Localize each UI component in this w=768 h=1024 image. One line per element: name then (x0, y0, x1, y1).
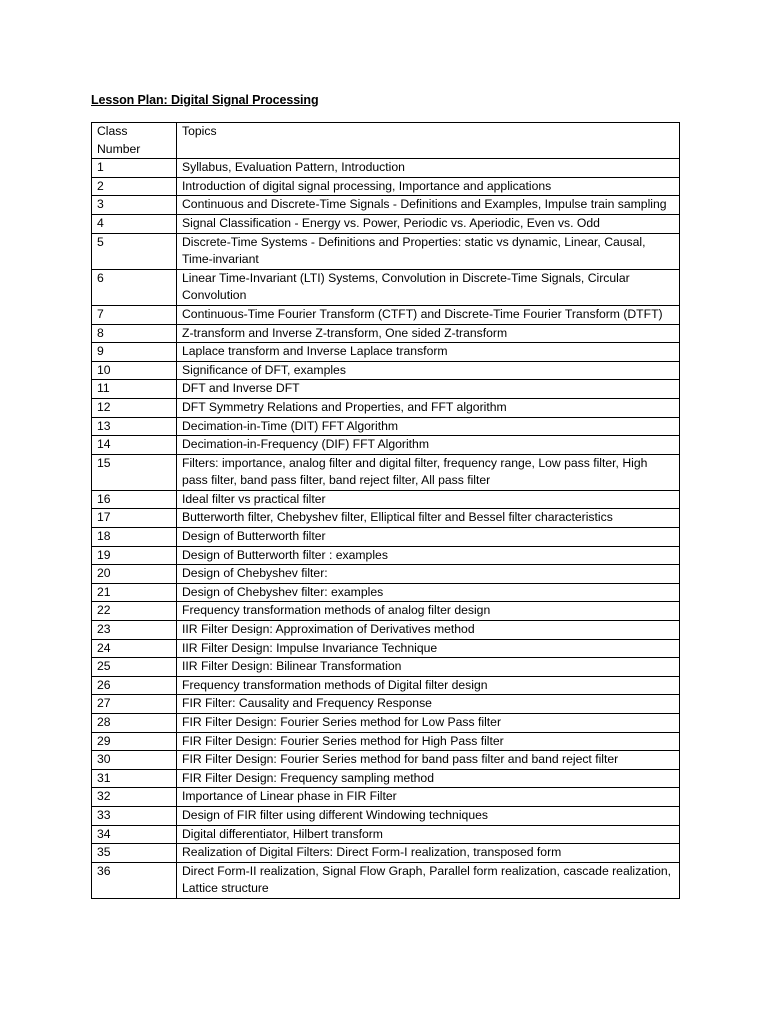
topic-cell: Digital differentiator, Hilbert transform (177, 825, 680, 844)
class-number-cell: 16 (92, 490, 177, 509)
table-row (92, 788, 680, 807)
table-row (92, 862, 680, 898)
topic-cell: Laplace transform and Inverse Laplace transform (177, 343, 680, 362)
table-row (92, 159, 680, 178)
class-number-cell: 17 (92, 509, 177, 528)
table-row (92, 621, 680, 640)
topic-cell: IIR Filter Design: Approximation of Derivatives method (177, 621, 680, 640)
table-row (92, 695, 680, 714)
class-number-cell: 7 (92, 305, 177, 324)
topic-cell: DFT and Inverse DFT (177, 380, 680, 399)
table-row (92, 454, 680, 490)
class-number-cell: 9 (92, 343, 177, 362)
class-number-cell: 3 (92, 196, 177, 215)
class-number-cell: 22 (92, 602, 177, 621)
topic-cell: Design of Butterworth filter : examples (177, 546, 680, 565)
class-number-cell: 26 (92, 676, 177, 695)
class-number-cell: 12 (92, 398, 177, 417)
class-number-cell: 2 (92, 177, 177, 196)
table-row (92, 639, 680, 658)
class-number-cell: 4 (92, 214, 177, 233)
table-row (92, 324, 680, 343)
table-row (92, 196, 680, 215)
topic-cell: IIR Filter Design: Bilinear Transformation (177, 658, 680, 677)
class-number-cell: 20 (92, 565, 177, 584)
class-number-cell: 13 (92, 417, 177, 436)
class-number-cell: 23 (92, 621, 177, 640)
class-number-cell: 29 (92, 732, 177, 751)
table-row (92, 417, 680, 436)
topic-cell: DFT Symmetry Relations and Properties, and FFT algorithm (177, 398, 680, 417)
table-row (92, 546, 680, 565)
class-number-cell: 21 (92, 583, 177, 602)
table-body (92, 159, 680, 899)
table-row (92, 398, 680, 417)
table-row (92, 751, 680, 770)
table-row (92, 565, 680, 584)
class-number-cell: 19 (92, 546, 177, 565)
table-row (92, 233, 680, 269)
topic-cell: Discrete-Time Systems - Definitions and Properties: static vs dynamic, Linear, Causal, Time-invariant (177, 233, 680, 269)
topic-cell: Design of FIR filter using different Windowing techniques (177, 806, 680, 825)
class-number-cell: 11 (92, 380, 177, 399)
topic-cell: Introduction of digital signal processing, Importance and applications (177, 177, 680, 196)
topic-cell: FIR Filter Design: Fourier Series method for Low Pass filter (177, 714, 680, 733)
header-class-number: Class Number (92, 123, 177, 159)
table-row (92, 732, 680, 751)
topic-cell: Decimation-in-Frequency (DIF) FFT Algorithm (177, 436, 680, 455)
class-number-cell: 27 (92, 695, 177, 714)
class-number-cell: 35 (92, 844, 177, 863)
table-row (92, 343, 680, 362)
lesson-plan-table (91, 122, 680, 899)
topic-cell: Z-transform and Inverse Z-transform, One sided Z-transform (177, 324, 680, 343)
topic-cell: Realization of Digital Filters: Direct Form-I realization, transposed form (177, 844, 680, 863)
topic-cell: Decimation-in-Time (DIT) FFT Algorithm (177, 417, 680, 436)
topic-cell: Frequency transformation methods of Digital filter design (177, 676, 680, 695)
class-number-cell: 15 (92, 454, 177, 490)
topic-cell: IIR Filter Design: Impulse Invariance Technique (177, 639, 680, 658)
table-row (92, 769, 680, 788)
table-row (92, 269, 680, 305)
table-row (92, 380, 680, 399)
header-topics: Topics (177, 123, 680, 159)
table-row (92, 658, 680, 677)
table-row (92, 214, 680, 233)
topic-cell: Design of Chebyshev filter: (177, 565, 680, 584)
topic-cell: FIR Filter Design: Fourier Series method for High Pass filter (177, 732, 680, 751)
topic-cell: Direct Form-II realization, Signal Flow Graph, Parallel form realization, cascade realization, Lattice structure (177, 862, 680, 898)
class-number-cell: 25 (92, 658, 177, 677)
class-number-cell: 1 (92, 159, 177, 178)
topic-cell: Ideal filter vs practical filter (177, 490, 680, 509)
class-number-cell: 10 (92, 361, 177, 380)
class-number-cell: 14 (92, 436, 177, 455)
document-title: Lesson Plan: Digital Signal Processing (91, 93, 319, 107)
class-number-cell: 18 (92, 528, 177, 547)
table-row (92, 806, 680, 825)
table-row (92, 528, 680, 547)
class-number-cell: 34 (92, 825, 177, 844)
table-row (92, 490, 680, 509)
topic-cell: Filters: importance, analog filter and digital filter, frequency range, Low pass filter, High pass filter, band pass filter, band reject filter, All pass filter (177, 454, 680, 490)
table-row (92, 602, 680, 621)
class-number-cell: 32 (92, 788, 177, 807)
table-header-row (92, 123, 680, 159)
topic-cell: Significance of DFT, examples (177, 361, 680, 380)
topic-cell: Signal Classification - Energy vs. Power, Periodic vs. Aperiodic, Even vs. Odd (177, 214, 680, 233)
topic-cell: Design of Chebyshev filter: examples (177, 583, 680, 602)
table-row (92, 825, 680, 844)
topic-cell: FIR Filter Design: Fourier Series method for band pass filter and band reject filter (177, 751, 680, 770)
class-number-cell: 33 (92, 806, 177, 825)
topic-cell: Butterworth filter, Chebyshev filter, Elliptical filter and Bessel filter characteristics (177, 509, 680, 528)
topic-cell: Design of Butterworth filter (177, 528, 680, 547)
table-row (92, 177, 680, 196)
table-row (92, 583, 680, 602)
topic-cell: Syllabus, Evaluation Pattern, Introduction (177, 159, 680, 178)
topic-cell: Frequency transformation methods of analog filter design (177, 602, 680, 621)
table-row (92, 361, 680, 380)
table-row (92, 714, 680, 733)
topic-cell: Linear Time-Invariant (LTI) Systems, Convolution in Discrete-Time Signals, Circular Convolution (177, 269, 680, 305)
class-number-cell: 36 (92, 862, 177, 898)
table-row (92, 676, 680, 695)
table-row (92, 305, 680, 324)
table-row (92, 844, 680, 863)
class-number-cell: 30 (92, 751, 177, 770)
class-number-cell: 31 (92, 769, 177, 788)
class-number-cell: 6 (92, 269, 177, 305)
class-number-cell: 5 (92, 233, 177, 269)
table-row (92, 436, 680, 455)
table-row (92, 509, 680, 528)
topic-cell: FIR Filter: Causality and Frequency Response (177, 695, 680, 714)
topic-cell: Importance of Linear phase in FIR Filter (177, 788, 680, 807)
topic-cell: Continuous-Time Fourier Transform (CTFT) and Discrete-Time Fourier Transform (DTFT) (177, 305, 680, 324)
topic-cell: FIR Filter Design: Frequency sampling method (177, 769, 680, 788)
class-number-cell: 28 (92, 714, 177, 733)
class-number-cell: 8 (92, 324, 177, 343)
class-number-cell: 24 (92, 639, 177, 658)
topic-cell: Continuous and Discrete-Time Signals - Definitions and Examples, Impulse train sampling (177, 196, 680, 215)
